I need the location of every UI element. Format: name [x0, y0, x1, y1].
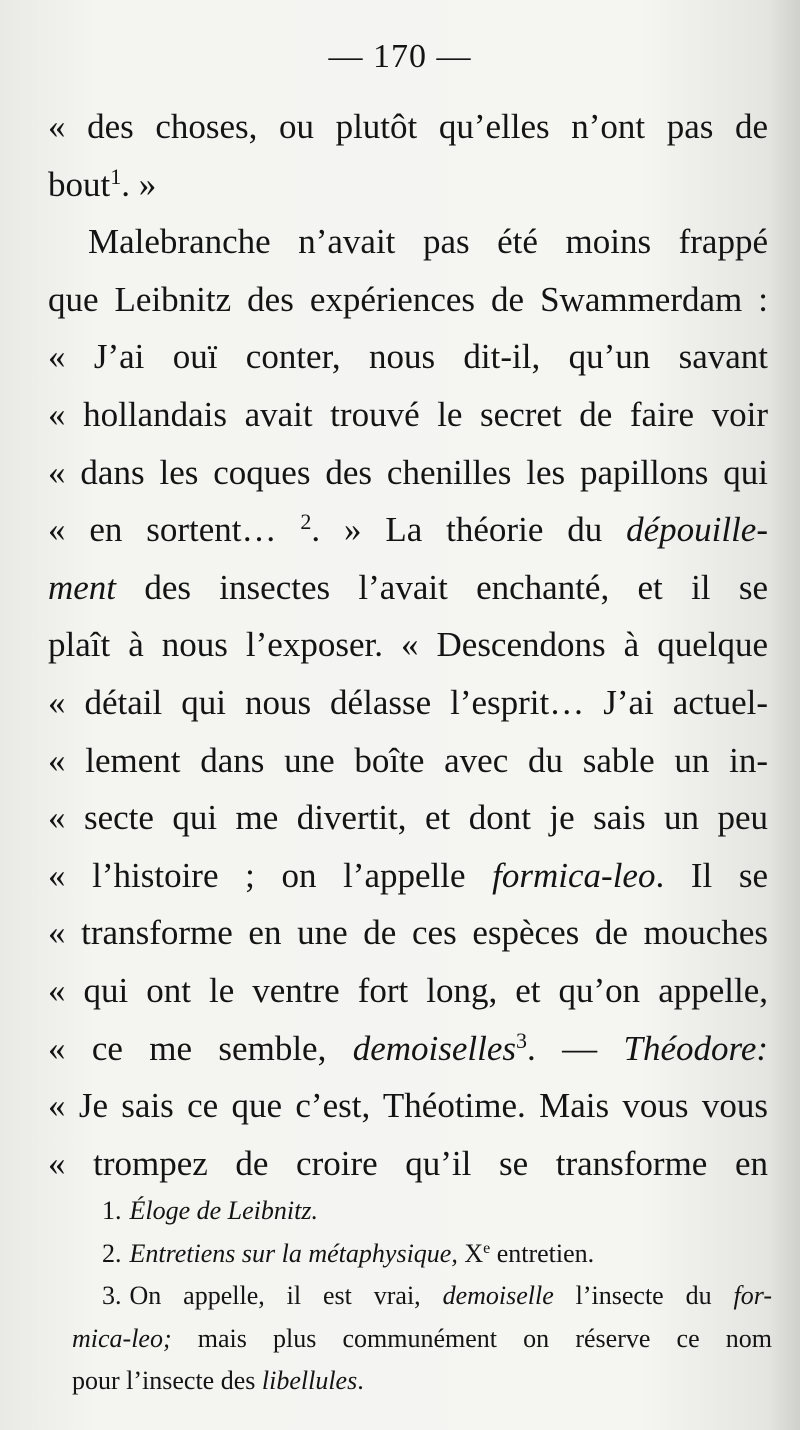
- text-run: « en sortent…: [48, 510, 301, 550]
- italic-run: Théodore:: [623, 1028, 769, 1068]
- text-run: « l’histoire ; on l’appelle: [48, 855, 493, 895]
- body-text: [48, 98, 768, 1192]
- text-run: Malebranche n’avait pas été moins frappé: [88, 222, 768, 262]
- text-run: X: [457, 1238, 484, 1268]
- text-run: « Je sais ce que c’est, Théotime. Mais vous vous: [48, 1086, 768, 1126]
- footnote-2: [72, 1233, 772, 1276]
- text-line: [48, 501, 768, 559]
- text-line: [48, 213, 768, 271]
- text-line: [48, 732, 768, 790]
- text-run: pour l’insecte des: [72, 1366, 262, 1396]
- text-run: bout: [48, 164, 111, 204]
- text-run: « dans les coques des chenilles les papillons qui: [48, 452, 768, 492]
- text-run: « ce me semble,: [48, 1028, 353, 1068]
- text-run: . » La théorie du: [311, 510, 627, 550]
- text-run: .: [357, 1366, 364, 1396]
- text-line: [48, 789, 768, 847]
- text-line: [48, 271, 768, 329]
- text-line: [48, 328, 768, 386]
- text-run: . Il se: [655, 855, 768, 895]
- text-run: « J’ai ouï conter, nous dit-il, qu’un savant: [48, 337, 768, 377]
- text-run: On appelle, il est vrai,: [129, 1281, 443, 1311]
- text-line: [48, 444, 768, 502]
- text-run: . —: [527, 1028, 624, 1068]
- italic-run: formica-leo: [492, 855, 656, 895]
- text-run: « trompez de croire qu’il se transforme en: [48, 1143, 768, 1183]
- text-line: [48, 847, 768, 905]
- text-run: mais plus communément on réserve ce nom: [171, 1323, 772, 1353]
- text-run: « lement dans une boîte avec du sable un in-: [48, 740, 768, 780]
- text-run: « détail qui nous délasse l’esprit… J’ai actuel-: [48, 682, 768, 722]
- italic-run: Entretiens sur la métaphysique,: [129, 1238, 458, 1268]
- text-line: [48, 674, 768, 732]
- text-line: [48, 904, 768, 962]
- text-line: [48, 98, 768, 156]
- text-line: [48, 1077, 768, 1135]
- italic-run: ment: [48, 567, 117, 607]
- italic-run: for-: [733, 1281, 772, 1311]
- text-line: [48, 1135, 768, 1193]
- footnote-ref: 3: [516, 1027, 527, 1053]
- superscript: e: [483, 1239, 491, 1257]
- text-run: « secte qui me divertit, et dont je sais un peu: [48, 798, 768, 838]
- footnote-number: 2.: [102, 1238, 122, 1268]
- footnote-3: [72, 1275, 772, 1318]
- italic-run: demoiselles: [352, 1028, 516, 1068]
- italic-run: demoiselle: [442, 1281, 554, 1311]
- text-run: des insectes l’avait enchanté, et il se: [116, 567, 768, 607]
- text-run: . »: [121, 164, 157, 204]
- page-number: — 170 —: [328, 38, 472, 75]
- italic-run: Éloge de Leibnitz.: [129, 1196, 318, 1225]
- text-line: [48, 1020, 768, 1078]
- footnotes: [72, 1190, 772, 1403]
- text-run: plaît à nous l’exposer. « Descendons à quelque: [48, 625, 768, 665]
- text-run: entretien.: [490, 1238, 595, 1268]
- footnote-3-continued: [72, 1318, 772, 1361]
- italic-run: libellules: [261, 1366, 358, 1396]
- footnote-ref: 2: [300, 509, 312, 535]
- text-run: « qui ont le ventre fort long, et qu’on appelle,: [48, 970, 768, 1010]
- text-run: l’insecte du: [553, 1281, 734, 1311]
- italic-run: mica-leo;: [72, 1323, 172, 1353]
- text-line: [48, 559, 768, 617]
- text-line: [48, 386, 768, 444]
- text-line: [48, 156, 768, 214]
- footnote-number: 1.: [102, 1196, 122, 1225]
- text-run: « transforme en une de ces espèces de mouches: [48, 913, 768, 953]
- footnote-3-continued: [72, 1360, 772, 1403]
- footnote-1: [72, 1190, 772, 1233]
- footnote-number: 3.: [102, 1281, 122, 1311]
- text-run: « hollandais avait trouvé le secret de faire voir: [48, 394, 768, 434]
- text-line: [48, 616, 768, 674]
- footnote-ref: 1: [110, 163, 122, 189]
- text-run: que Leibnitz des expériences de Swammerdam :: [48, 279, 768, 319]
- text-line: [48, 962, 768, 1020]
- text-run: « des choses, ou plutôt qu’elles n’ont pas de: [48, 107, 768, 146]
- italic-run: dépouille-: [626, 510, 768, 550]
